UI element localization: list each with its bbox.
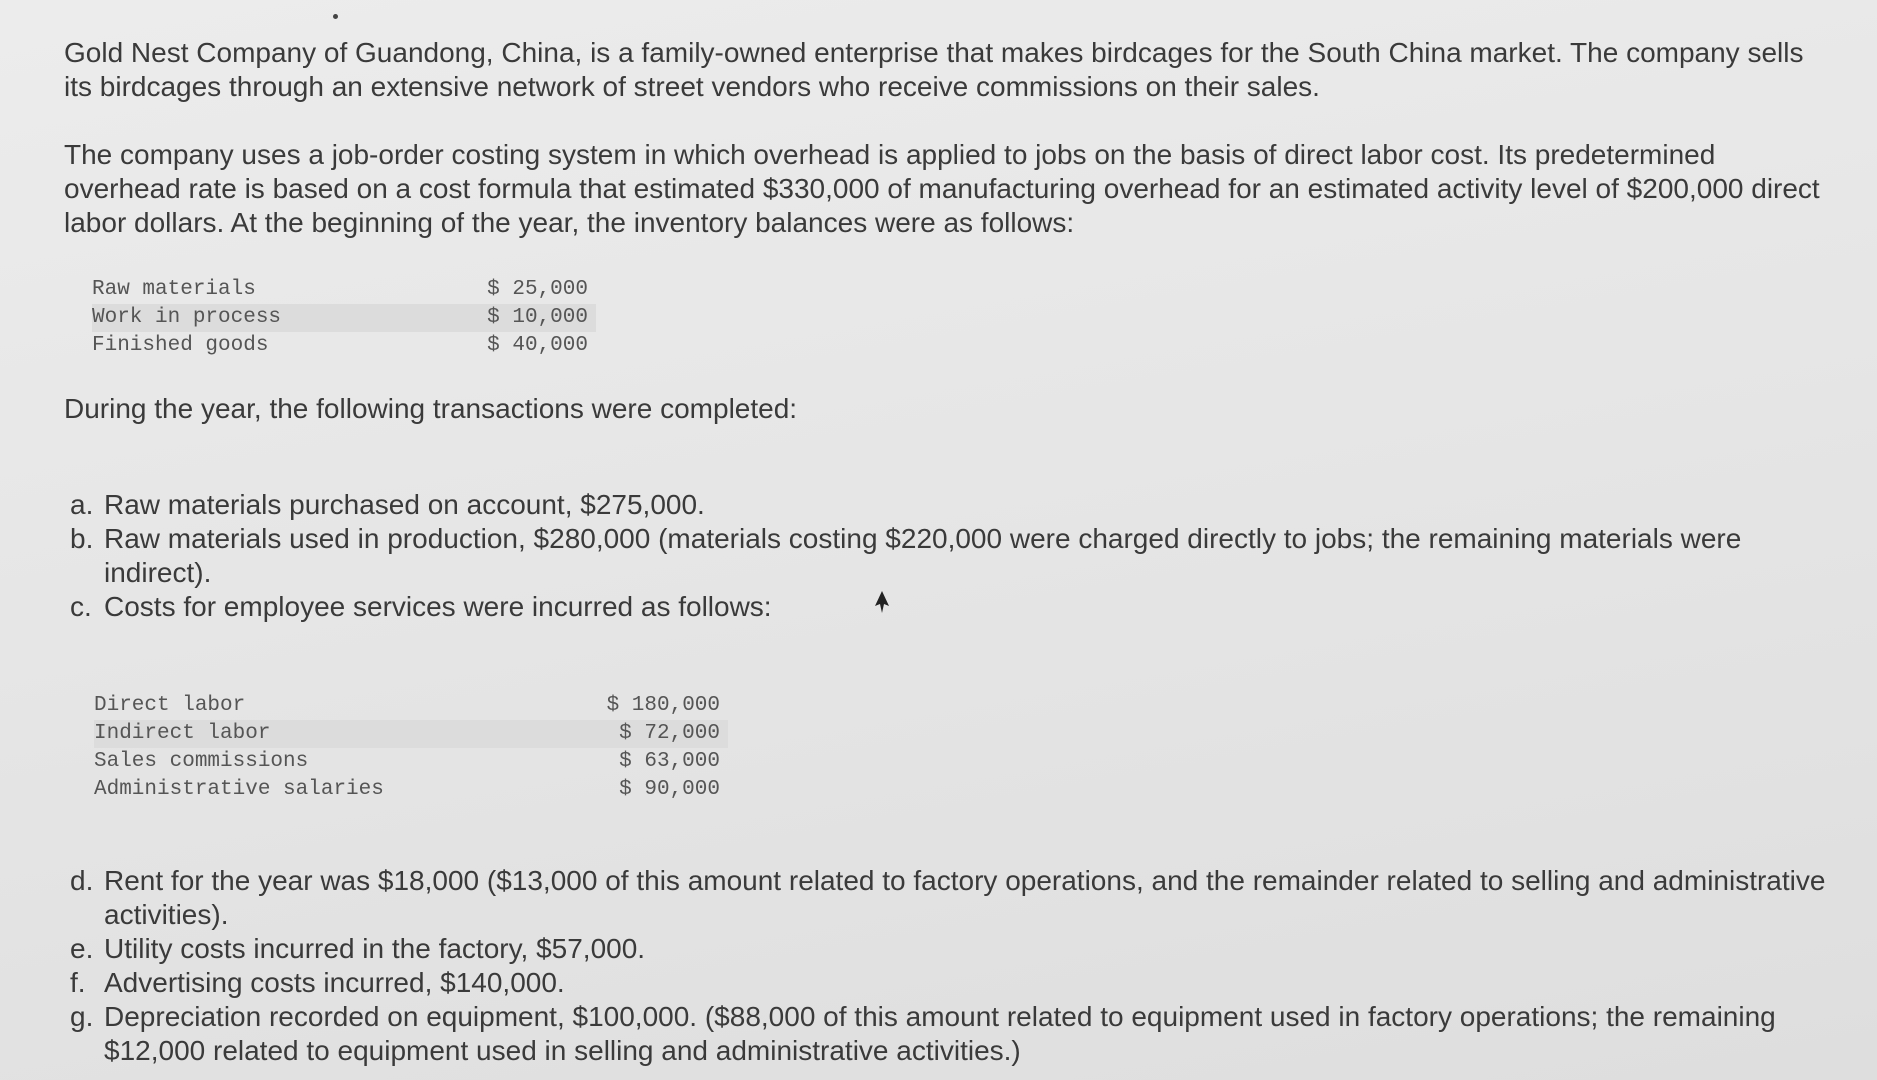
item-marker: a. xyxy=(70,489,94,520)
costing-system-paragraph: The company uses a job-order costing system in which overhead is applied to jobs on the basis of direct labor cost. Its predetermined overhead rate is based on a cost formula that estimated $330,000 of manufacturing overhead for an estimated activity level of $200,000 direct labor dollars. At the beginning of the year, the inventory balances were as follows: xyxy=(64,139,1820,238)
item-text: Costs for employee services were incurred as follows: xyxy=(104,591,772,622)
table-row xyxy=(94,748,728,776)
item-marker: d. xyxy=(70,865,94,896)
list-item xyxy=(70,590,1840,624)
table-row xyxy=(94,720,728,748)
item-marker: e. xyxy=(70,933,94,964)
table-row xyxy=(92,332,596,360)
table-row xyxy=(94,692,728,720)
transactions-intro: During the year, the following transactions were completed: xyxy=(64,393,798,424)
list-item xyxy=(70,966,1840,1000)
item-text: Rent for the year was $18,000 ($13,000 of this amount related to factory operations, and the remainder related to selling and administrative activities). xyxy=(104,865,1826,930)
inventory-amount: $ 10,000 xyxy=(462,304,596,332)
cost-label: Administrative salaries xyxy=(94,778,384,801)
item-marker: g. xyxy=(70,1001,94,1032)
table-row xyxy=(94,776,728,804)
cost-label: Sales commissions xyxy=(94,750,309,773)
mouse-pointer-icon xyxy=(874,590,892,614)
item-marker: b. xyxy=(70,523,94,554)
list-item xyxy=(70,932,1840,966)
transactions-list-abc xyxy=(70,488,1840,624)
inventory-amount: $ 40,000 xyxy=(487,334,588,357)
cost-amount: $ 63,000 xyxy=(619,750,720,773)
inventory-label: Finished goods xyxy=(92,334,269,357)
item-text: Depreciation recorded on equipment, $100,000. ($88,000 of this amount related to equipment used in factory operations; the remaining $12,000 related to equipment used in selling and administrative activities.) xyxy=(104,1001,1776,1066)
cost-amount: $ 72,000 xyxy=(594,720,728,748)
speck-mark xyxy=(333,14,338,19)
beginning-inventory-table xyxy=(92,276,596,360)
item-text: Utility costs incurred in the factory, $57,000. xyxy=(104,933,646,964)
item-text: Advertising costs incurred, $140,000. xyxy=(104,967,565,998)
table-row xyxy=(92,304,596,332)
item-text: Raw materials used in production, $280,000 (materials costing $220,000 were charged directly to jobs; the remaining materials were indirect). xyxy=(104,523,1742,588)
cost-label: Indirect labor xyxy=(94,720,594,748)
cost-amount: $ 180,000 xyxy=(606,694,720,717)
inventory-label: Raw materials xyxy=(92,278,256,301)
item-marker: c. xyxy=(70,591,92,622)
cost-amount: $ 90,000 xyxy=(619,778,720,801)
table-row xyxy=(92,276,596,304)
intro-paragraph: Gold Nest Company of Guandong, China, is a family-owned enterprise that makes birdcages for the South China market. The company sells its birdcages through an extensive network of street vendors who receive commissions on their sales. xyxy=(64,37,1804,102)
inventory-label: Work in process xyxy=(92,304,462,332)
labor-costs-table xyxy=(94,692,728,804)
transactions-list-defg xyxy=(70,864,1840,1068)
list-item xyxy=(70,522,1840,590)
list-item xyxy=(70,1000,1840,1068)
cost-label: Direct labor xyxy=(94,694,246,717)
list-item xyxy=(70,864,1840,932)
list-item xyxy=(70,488,1840,522)
item-text: Raw materials purchased on account, $275,000. xyxy=(104,489,705,520)
inventory-amount: $ 25,000 xyxy=(487,278,588,301)
item-marker: f. xyxy=(70,967,86,998)
